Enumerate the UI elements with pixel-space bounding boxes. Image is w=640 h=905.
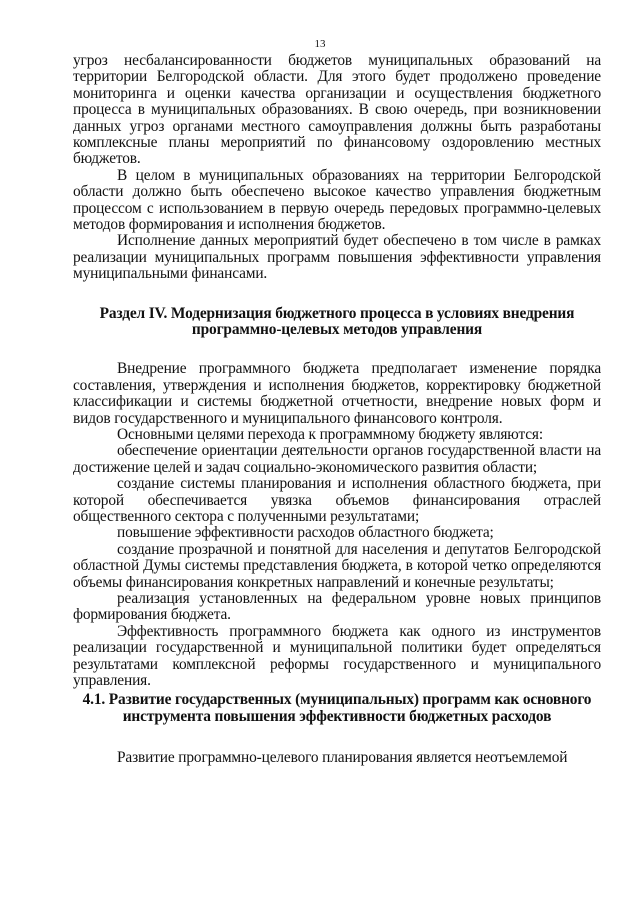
list-item: создание прозрачной и понятной для населения и депутатов Белгородской областной Думы системы представления бюджета, в которой четко определяются объемы финансирования конкретных направлений и конечные результаты; xyxy=(73,540,601,591)
paragraph: Развитие программно-целевого планирования является неотъемлемой xyxy=(117,749,568,766)
list-item: обеспечение ориентации деятельности органов государственной власти на достижение целей и задач социально-экономического развития области; xyxy=(73,442,601,476)
section-heading: Раздел IV. Модернизация бюджетного процесса в условиях внедрения программно-целевых методов управления xyxy=(99,304,575,339)
paragraph: Основными целями перехода к программному бюджету являются: xyxy=(117,425,543,443)
list-item: повышение эффективности расходов областного бюджета; xyxy=(117,524,494,542)
list-item: создание системы планирования и исполнения областного бюджета, при которой обеспечивается увязка объемов финансирования отраслей общественного сектора с полученными результатами; xyxy=(73,475,601,525)
page-number: 13 xyxy=(314,38,326,50)
paragraph: Исполнение данных мероприятий будет обеспечено в том числе в рамках реализации муниципальных программ повышения эффективности управления муниципальными финансами. xyxy=(73,232,601,283)
paragraph: Внедрение программного бюджета предполагает изменение порядка составления, утверждения и исполнения бюджетов, корректировку бюджетной классификации и системы бюджетной отчетности, внедрение новых форм и видов государственного и муниципального финансового контроля. xyxy=(73,360,601,427)
paragraph-continuation: угроз несбалансированности бюджетов муниципальных образований на территории Белгородской области. Для этого будет продолжено проведение мониторинга и оценки качества организации и осуществления бюджетного процесса в муниципальных образованиях. В свою очередь, при возникновении данных угроз органами местного самоуправления должны быть разработаны комплексные планы мероприятий по финансовому оздоровлению местных бюджетов. xyxy=(73,52,601,168)
list-item: реализация установленных на федеральном уровне новых принципов формирования бюджета. xyxy=(73,589,601,624)
page-body xyxy=(73,53,601,766)
paragraph: Эффективность программного бюджета как одного из инструментов реализации государственной и муниципальной политики будет определяться результатами комплексной реформы государственного и муниципального управления. xyxy=(73,622,601,689)
subsection-heading: 4.1. Развитие государственных (муниципальных) программ как основного инструмента повышения эффективности бюджетных расходов xyxy=(82,691,592,726)
paragraph: В целом в муниципальных образованиях на территории Белгородской области должно быть обеспечено высокое качество управления бюджетным процессом с использованием в первую очередь передовых программно-целевых методов формирования и исполнения бюджетов. xyxy=(73,166,601,234)
